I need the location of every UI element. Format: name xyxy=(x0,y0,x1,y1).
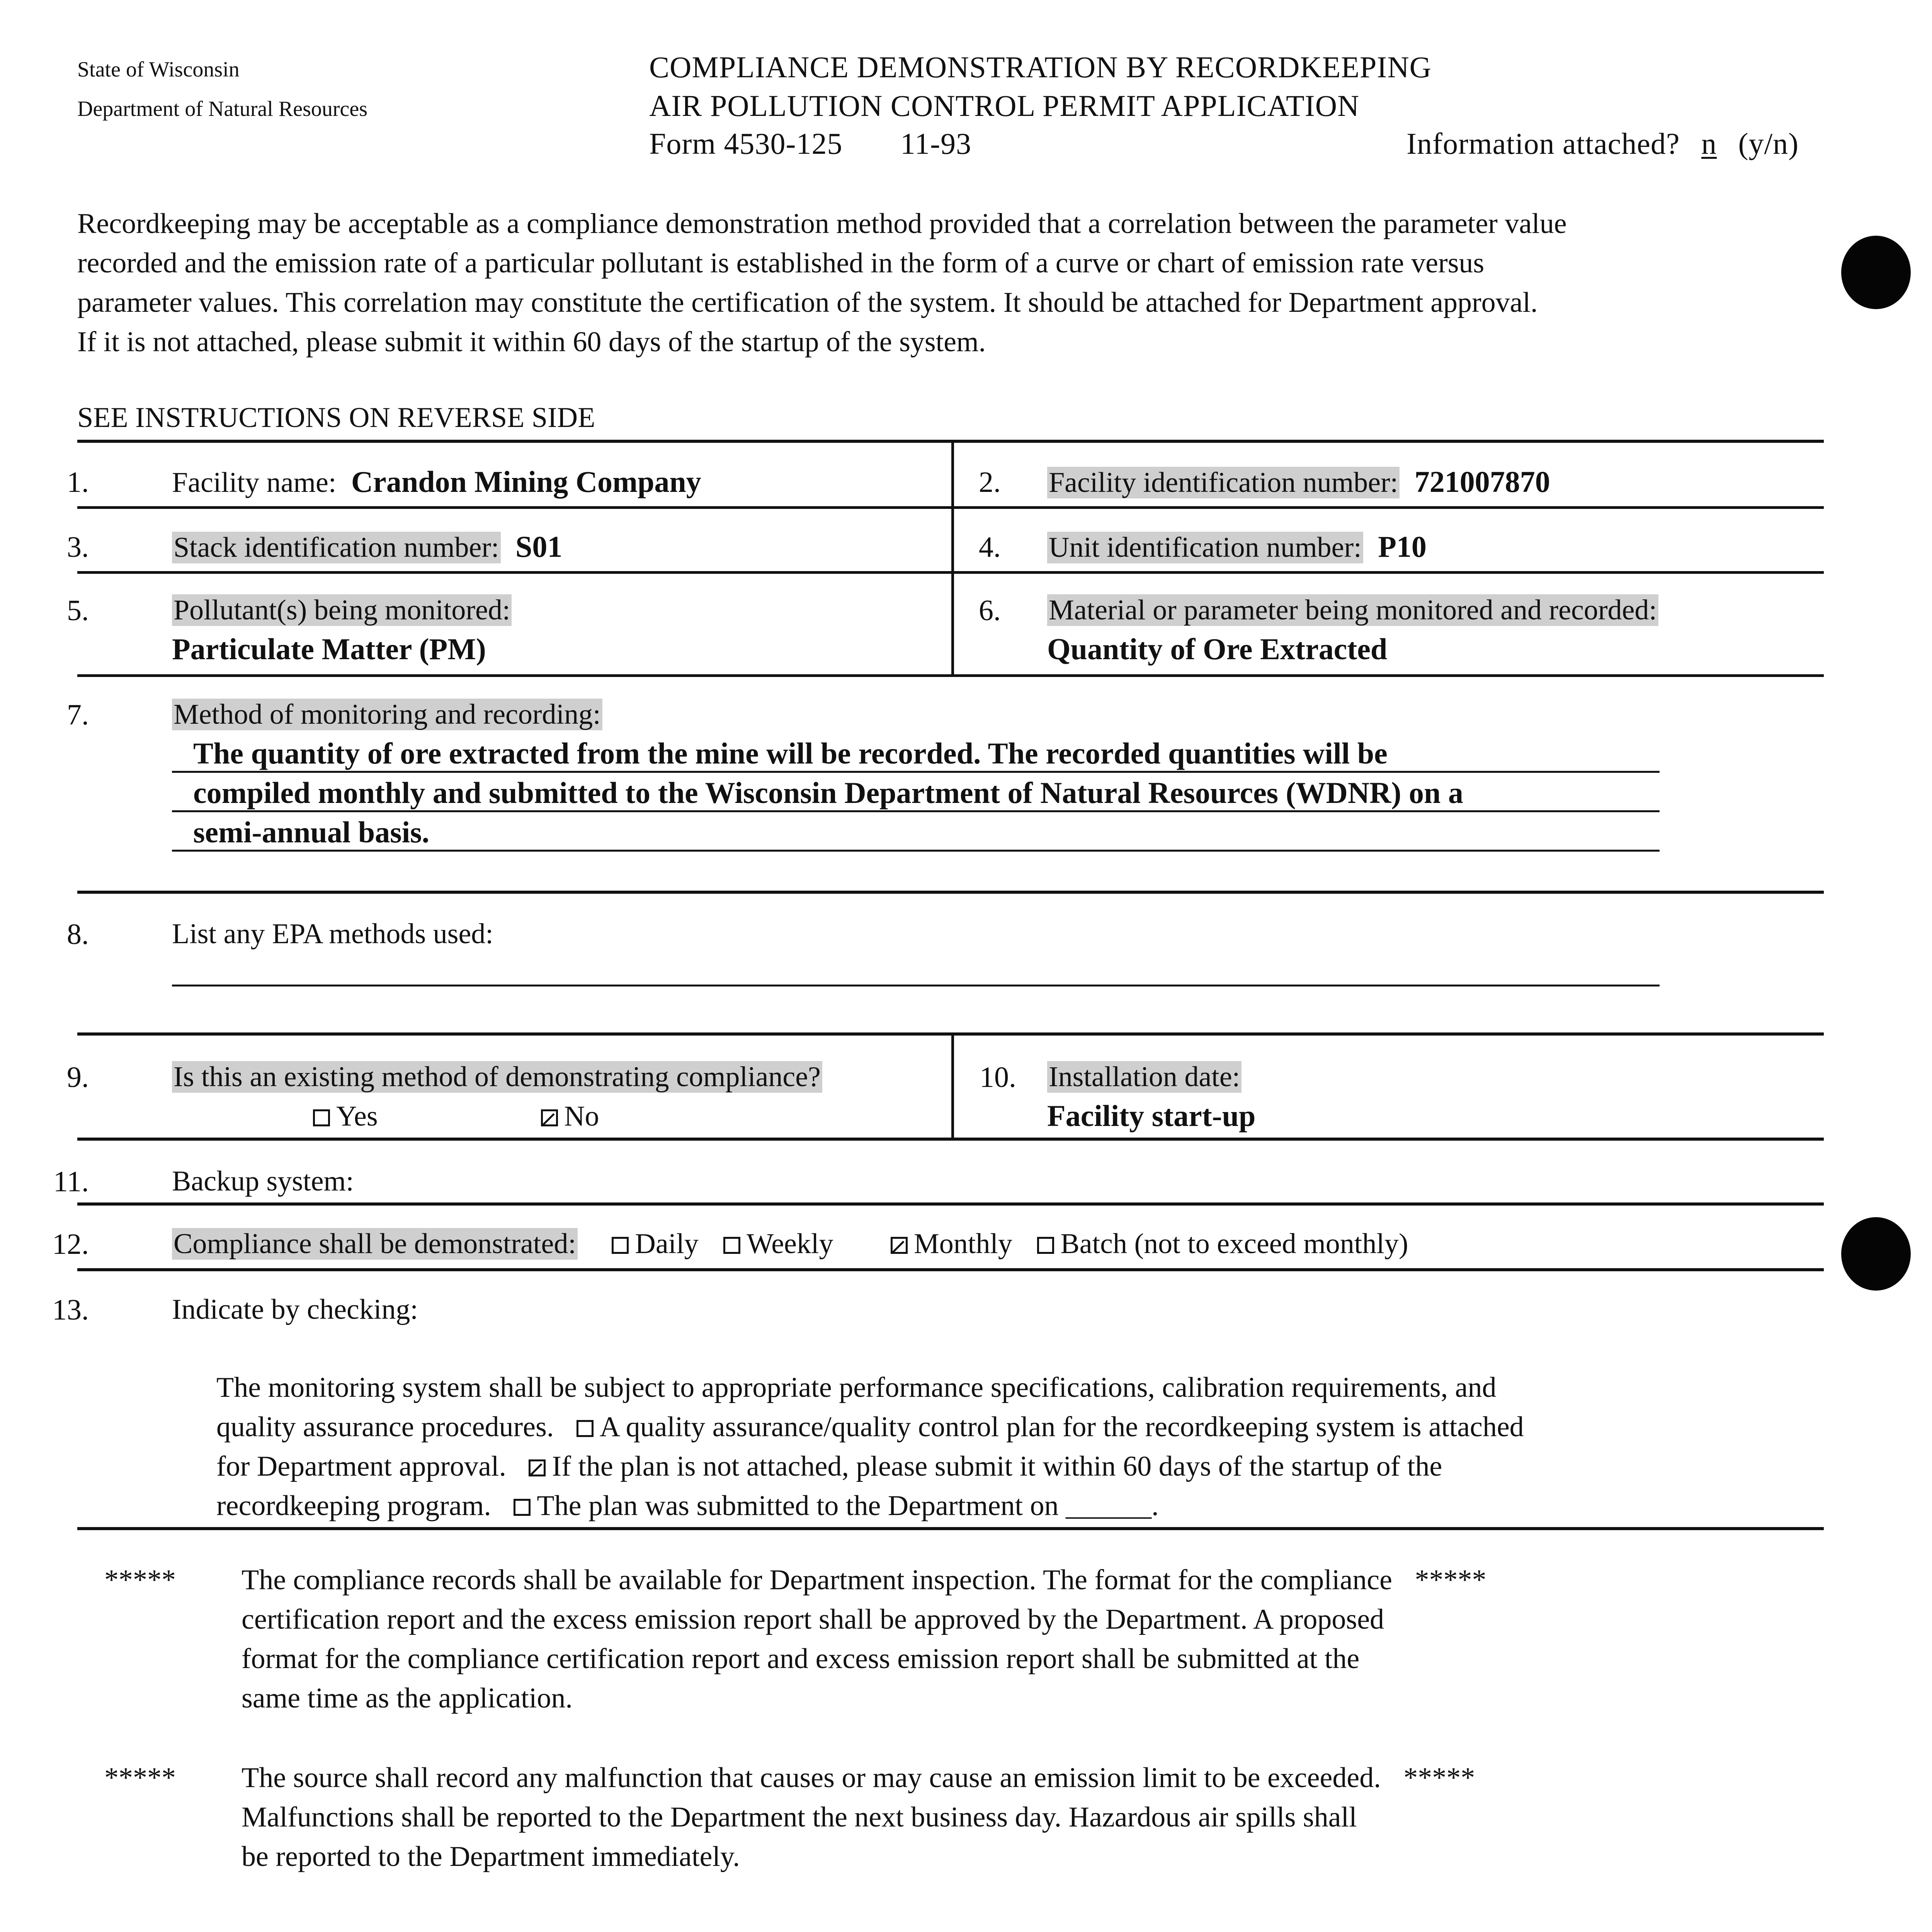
field-13-label: Indicate by checking: xyxy=(172,1294,418,1325)
field-3-label: Stack identification number: xyxy=(172,532,501,563)
field-2-number: 2. xyxy=(979,466,1001,498)
qa-line-4a: recordkeeping program. xyxy=(216,1490,491,1522)
field-1-label: Facility name: xyxy=(172,467,337,498)
field-8-label: List any EPA methods used: xyxy=(172,918,493,950)
rule xyxy=(77,440,1824,443)
field-11-number: 11. xyxy=(53,1165,89,1198)
note-1-line-2: certification report and the excess emission report shall be approved by the Department. A proposed xyxy=(242,1604,1384,1635)
field-3 xyxy=(172,527,562,567)
field-10-number: 10. xyxy=(980,1061,1016,1094)
batch-label: Batch (not to exceed monthly) xyxy=(1060,1228,1408,1260)
intro-line-3: parameter values. This correlation may constitute the certification of the system. It should be attached for Department approval. xyxy=(77,287,1538,318)
note-1-line-3: format for the compliance certification report and excess emission report shall be submitted at the xyxy=(242,1643,1360,1675)
field-1 xyxy=(172,462,701,502)
see-instructions: SEE INSTRUCTIONS ON REVERSE SIDE xyxy=(77,402,595,434)
qa-line-1: The monitoring system shall be subject to appropriate performance specifications, calibration requirements, and xyxy=(216,1372,1497,1403)
info-attached-label: Information attached? xyxy=(1406,127,1680,160)
note-2-line-3: be reported to the Department immediately. xyxy=(242,1841,740,1872)
field-13-number: 13. xyxy=(52,1294,89,1326)
field-6-number: 6. xyxy=(979,594,1001,627)
field-12-number: 12. xyxy=(52,1228,89,1260)
intro-line-4: If it is not attached, please submit it within 60 days of the startup of the system. xyxy=(77,326,986,358)
method-line-1[interactable]: The quantity of ore extracted from the mine will be recorded. The recorded quantities will be xyxy=(193,736,1388,770)
batch-checkbox[interactable] xyxy=(1037,1237,1054,1254)
option-batch[interactable] xyxy=(1037,1228,1408,1260)
parameter-value[interactable]: Quantity of Ore Extracted xyxy=(1047,632,1388,666)
facility-id-value[interactable]: 721007870 xyxy=(1414,465,1550,498)
stack-id-value[interactable]: S01 xyxy=(515,530,563,563)
field-1-number: 1. xyxy=(67,466,89,498)
qa-line-2b: A quality assurance/quality control plan for the recordkeeping system is attached xyxy=(599,1411,1524,1443)
note-2-line-1-text: The source shall record any malfunction that causes or may cause an emission limit to be exceeded. xyxy=(242,1762,1381,1794)
note-2-stars-right: ***** xyxy=(1403,1762,1475,1794)
field-9-yes-option[interactable] xyxy=(313,1097,378,1136)
intro-line-1: Recordkeeping may be acceptable as a compliance demonstration method provided that a correlation between the parameter value xyxy=(77,208,1567,240)
rule xyxy=(77,506,1824,509)
qa-plan-attached-checkbox[interactable] xyxy=(577,1420,594,1437)
field-9-number: 9. xyxy=(67,1061,89,1094)
rule xyxy=(77,1527,1824,1530)
field-4-label: Unit identification number: xyxy=(1047,532,1363,563)
field-3-number: 3. xyxy=(67,531,89,563)
field-4 xyxy=(1047,527,1427,567)
qa-plan-submitted-checkbox[interactable] xyxy=(514,1499,531,1516)
unit-id-value[interactable]: P10 xyxy=(1378,530,1427,563)
form-revision-date: 11-93 xyxy=(900,127,972,160)
rule xyxy=(77,1032,1824,1036)
info-attached-value: n xyxy=(1701,127,1717,160)
note-2-line-1 xyxy=(242,1758,1475,1798)
qa-line-3a: for Department approval. xyxy=(216,1451,506,1482)
field-12 xyxy=(172,1224,1408,1264)
form-number: Form 4530-125 xyxy=(649,127,843,160)
monthly-label: Monthly xyxy=(913,1228,1012,1260)
form-title-line-2: AIR POLLUTION CONTROL PERMIT APPLICATION xyxy=(649,89,1360,122)
qa-line-4 xyxy=(216,1486,1159,1526)
field-5-label-wrap xyxy=(172,590,512,630)
punch-hole xyxy=(1841,1217,1911,1291)
daily-label: Daily xyxy=(635,1228,699,1260)
qa-line-2 xyxy=(216,1407,1524,1447)
option-daily[interactable] xyxy=(612,1228,698,1260)
qa-line-3b: If the plan is not attached, please submit it within 60 days of the startup of the xyxy=(552,1451,1442,1482)
qa-plan-later-checkbox[interactable] xyxy=(529,1459,546,1476)
form-title-line-1: COMPLIANCE DEMONSTRATION BY RECORDKEEPING xyxy=(649,50,1432,84)
field-12-label: Compliance shall be demonstrated: xyxy=(172,1228,578,1260)
note-1-stars-left: ***** xyxy=(104,1564,176,1596)
rule xyxy=(77,1202,1824,1206)
info-attached-hint: (y/n) xyxy=(1738,127,1799,160)
field-11-label: Backup system: xyxy=(172,1165,354,1197)
rule xyxy=(77,571,1824,574)
info-attached xyxy=(1406,124,1799,163)
field-9-no-option[interactable] xyxy=(541,1097,599,1136)
rule xyxy=(77,891,1824,894)
method-underline-1 xyxy=(172,771,1660,773)
weekly-label: Weekly xyxy=(747,1228,833,1260)
field-6-label-wrap xyxy=(1047,590,1658,630)
method-line-3[interactable]: semi-annual basis. xyxy=(193,815,430,849)
field-8-number: 8. xyxy=(67,918,89,951)
facility-name-value[interactable]: Crandon Mining Company xyxy=(351,465,701,498)
submitted-date-blank[interactable]: ______. xyxy=(1066,1490,1159,1522)
yes-label: Yes xyxy=(336,1100,378,1132)
note-1-line-1 xyxy=(242,1560,1486,1600)
field-7-label-wrap xyxy=(172,695,602,734)
field-7-label: Method of monitoring and recording: xyxy=(172,699,602,730)
field-6-label: Material or parameter being monitored and recorded: xyxy=(1047,594,1658,626)
method-underline-3 xyxy=(172,850,1660,852)
pollutant-value[interactable]: Particulate Matter (PM) xyxy=(172,632,486,666)
yes-checkbox[interactable] xyxy=(313,1109,330,1126)
no-checkbox[interactable] xyxy=(541,1109,558,1126)
epa-methods-input-line[interactable] xyxy=(172,985,1660,986)
monthly-checkbox[interactable] xyxy=(891,1237,908,1254)
qa-line-2a: quality assurance procedures. xyxy=(216,1411,554,1443)
column-divider xyxy=(951,1032,954,1141)
note-2-stars-left: ***** xyxy=(104,1762,176,1794)
rule xyxy=(77,1268,1824,1271)
rule xyxy=(77,1138,1824,1141)
note-1-stars-right: ***** xyxy=(1415,1564,1486,1596)
qa-line-4b: The plan was submitted to the Department on xyxy=(537,1490,1059,1522)
note-1-line-4: same time as the application. xyxy=(242,1682,573,1714)
option-monthly[interactable] xyxy=(891,1228,1012,1260)
field-10-label-wrap xyxy=(1047,1057,1242,1097)
field-5-label: Pollutant(s) being monitored: xyxy=(172,594,512,626)
agency-line-2: Department of Natural Resources xyxy=(77,97,368,121)
field-2 xyxy=(1047,462,1550,502)
field-10-label: Installation date: xyxy=(1047,1061,1242,1093)
daily-checkbox[interactable] xyxy=(612,1237,629,1254)
method-line-2[interactable]: compiled monthly and submitted to the Wisconsin Department of Natural Resources (WDNR) on a xyxy=(193,776,1463,810)
field-7-number: 7. xyxy=(67,699,89,731)
option-weekly[interactable] xyxy=(723,1228,833,1260)
field-9-label: Is this an existing method of demonstrating compliance? xyxy=(172,1061,822,1093)
rule xyxy=(77,674,1824,677)
field-2-label: Facility identification number: xyxy=(1047,467,1400,498)
field-4-number: 4. xyxy=(979,531,1001,563)
installation-date-value[interactable]: Facility start-up xyxy=(1047,1099,1256,1133)
agency-line-1: State of Wisconsin xyxy=(77,58,240,82)
punch-hole xyxy=(1841,236,1911,309)
intro-line-2: recorded and the emission rate of a particular pollutant is established in the form of a curve or chart of emission rate versus xyxy=(77,247,1485,279)
method-underline-2 xyxy=(172,810,1660,812)
qa-line-3 xyxy=(216,1447,1442,1486)
field-5-number: 5. xyxy=(67,594,89,627)
note-2-line-2: Malfunctions shall be reported to the Department the next business day. Hazardous air spills shall xyxy=(242,1801,1357,1833)
no-label: No xyxy=(564,1100,599,1132)
note-1-line-1-text: The compliance records shall be available for Department inspection. The format for the compliance xyxy=(242,1564,1392,1596)
field-9-label-wrap xyxy=(172,1057,822,1097)
weekly-checkbox[interactable] xyxy=(723,1237,740,1254)
